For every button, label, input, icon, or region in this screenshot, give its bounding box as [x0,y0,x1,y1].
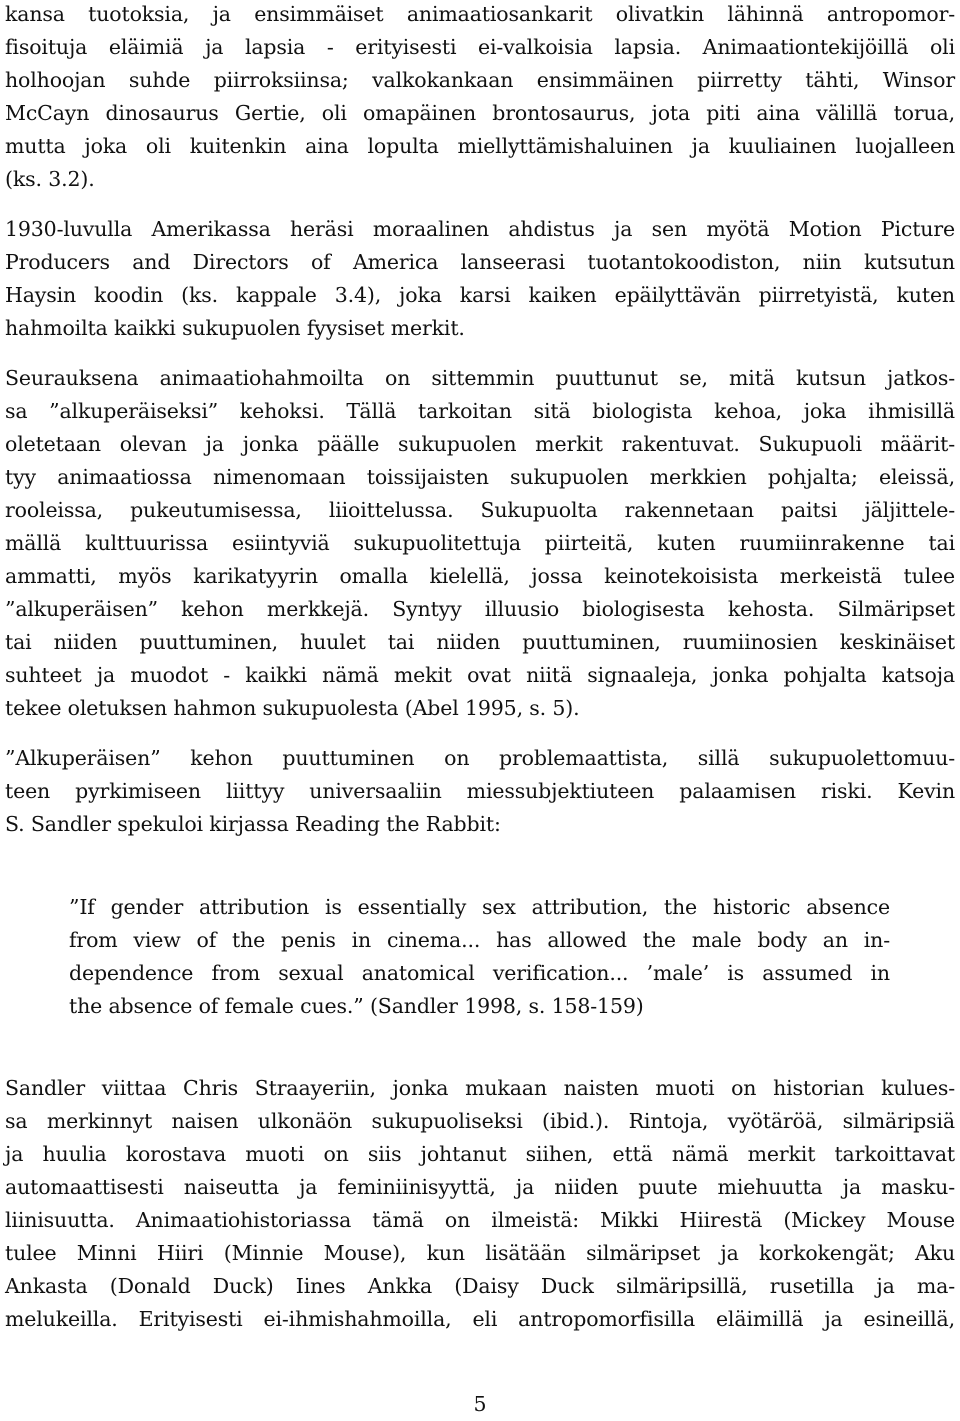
text-line: holhoojan suhde piirroksiinsa; valkokankaan ensimmäinen piirretty tähti, Winsor [5,68,955,92]
text-line: Haysin koodin (ks. kappale 3.4), joka karsi kaiken epäilyttävän piirretyistä, kuten [5,283,955,307]
text-line: (ks. 3.2). [5,167,95,191]
text-line: tai niiden puuttuminen, huulet tai niiden puuttuminen, ruumiinosien keskinäiset [5,630,955,654]
text-line: tyy animaatiossa nimenomaan toissijaisten sukupuolen merkkien pohjalta; eleissä, [5,465,955,489]
text-line: automaattisesti naiseutta ja feminiinisyyttä, ja niiden puute miehuutta ja masku- [5,1175,955,1199]
text-line: ja huulia korostava muoti on siis johtanut siihen, että nämä merkit tarkoittavat [5,1142,955,1166]
text-line: Producers and Directors of America lanseerasi tuotantokoodiston, niin kutsutun [5,250,955,274]
text-line: ”alkuperäisen” kehon merkkejä. Syntyy illuusio biologisesta kehosta. Silmäripset [5,597,955,621]
text-line: suhteet ja muodot - kaikki nämä mekit ovat niitä signaaleja, jonka pohjalta katsoja [5,663,955,687]
text-line: ammatti, myös karikatyyrin omalla kielellä, jossa keinotekoisista merkeistä tulee [5,564,955,588]
text-line: S. Sandler spekuloi kirjassa Reading the Rabbit: [5,812,501,836]
text-line: kansa tuotoksia, ja ensimmäiset animaatiosankarit olivatkin lähinnä antropomor- [5,2,955,26]
text-line: tekee oletuksen hahmon sukupuolesta (Abel 1995, s. 5). [5,696,580,720]
text-line: Seurauksena animaatiohahmoilta on sittemmin puuttunut se, mitä kutsun jatkos- [5,366,955,390]
text-line: fisoituja eläimiä ja lapsia - erityisesti ei-valkoisia lapsia. Animaationtekijöillä oli [5,35,955,59]
text-line: teen pyrkimiseen liittyy universaaliin miessubjektiuteen palaamisen riski. Kevin [5,779,955,803]
text-line: sa merkinnyt naisen ulkonäön sukupuoliseksi (ibid.). Rintoja, vyötäröä, silmäripsiä [5,1109,955,1133]
text-line: ”Alkuperäisen” kehon puuttuminen on problemaattista, sillä sukupuolettomuu- [5,746,955,770]
quote-line: from view of the penis in cinema... has allowed the male body an in- [69,928,890,952]
text-line: hahmoilta kaikki sukupuolen fyysiset merkit. [5,316,465,340]
text-line: 1930-luvulla Amerikassa heräsi moraalinen ahdistus ja sen myötä Motion Picture [5,217,955,241]
page-number: 5 [473,1392,487,1416]
text-line: McCayn dinosaurus Gertie, oli omapäinen brontosaurus, jota piti aina välillä torua, [5,101,955,125]
text-line: rooleissa, pukeutumisessa, liioittelussa. Sukupuolta rakennetaan paitsi jäljittele- [5,498,955,522]
text-line: tulee Minni Hiiri (Minnie Mouse), kun lisätään silmäripset ja korkokengät; Aku [5,1241,955,1265]
text-line: Sandler viittaa Chris Straayeriin, jonka mukaan naisten muoti on historian kulues- [5,1076,955,1100]
quote-line: the absence of female cues.” (Sandler 1998, s. 158-159) [69,994,644,1018]
text-line: mällä kulttuurissa esiintyviä sukupuolitettuja piirteitä, kuten ruumiinrakenne tai [5,531,955,555]
text-line: melukeilla. Erityisesti ei-ihmishahmoilla, eli antropomorfisilla eläimillä ja esineillä, [5,1307,955,1331]
text-line: Ankasta (Donald Duck) Iines Ankka (Daisy Duck silmäripsillä, rusetilla ja ma- [5,1274,955,1298]
text-line: mutta joka oli kuitenkin aina lopulta miellyttämishaluinen ja kuuliainen luojalleen [5,134,955,158]
text-line: liinisuutta. Animaatiohistoriassa tämä on ilmeistä: Mikki Hiirestä (Mickey Mouse [5,1208,955,1232]
text-line: oletetaan olevan ja jonka päälle sukupuolen merkit rakentuvat. Sukupuoli määrit- [5,432,955,456]
quote-line: dependence from sexual anatomical verification... ’male’ is assumed in [69,961,890,985]
text-line: sa ”alkuperäiseksi” kehoksi. Tällä tarkoitan sitä biologista kehoa, joka ihmisillä [5,399,955,423]
quote-line: ”If gender attribution is essentially sex attribution, the historic absence [69,895,890,919]
